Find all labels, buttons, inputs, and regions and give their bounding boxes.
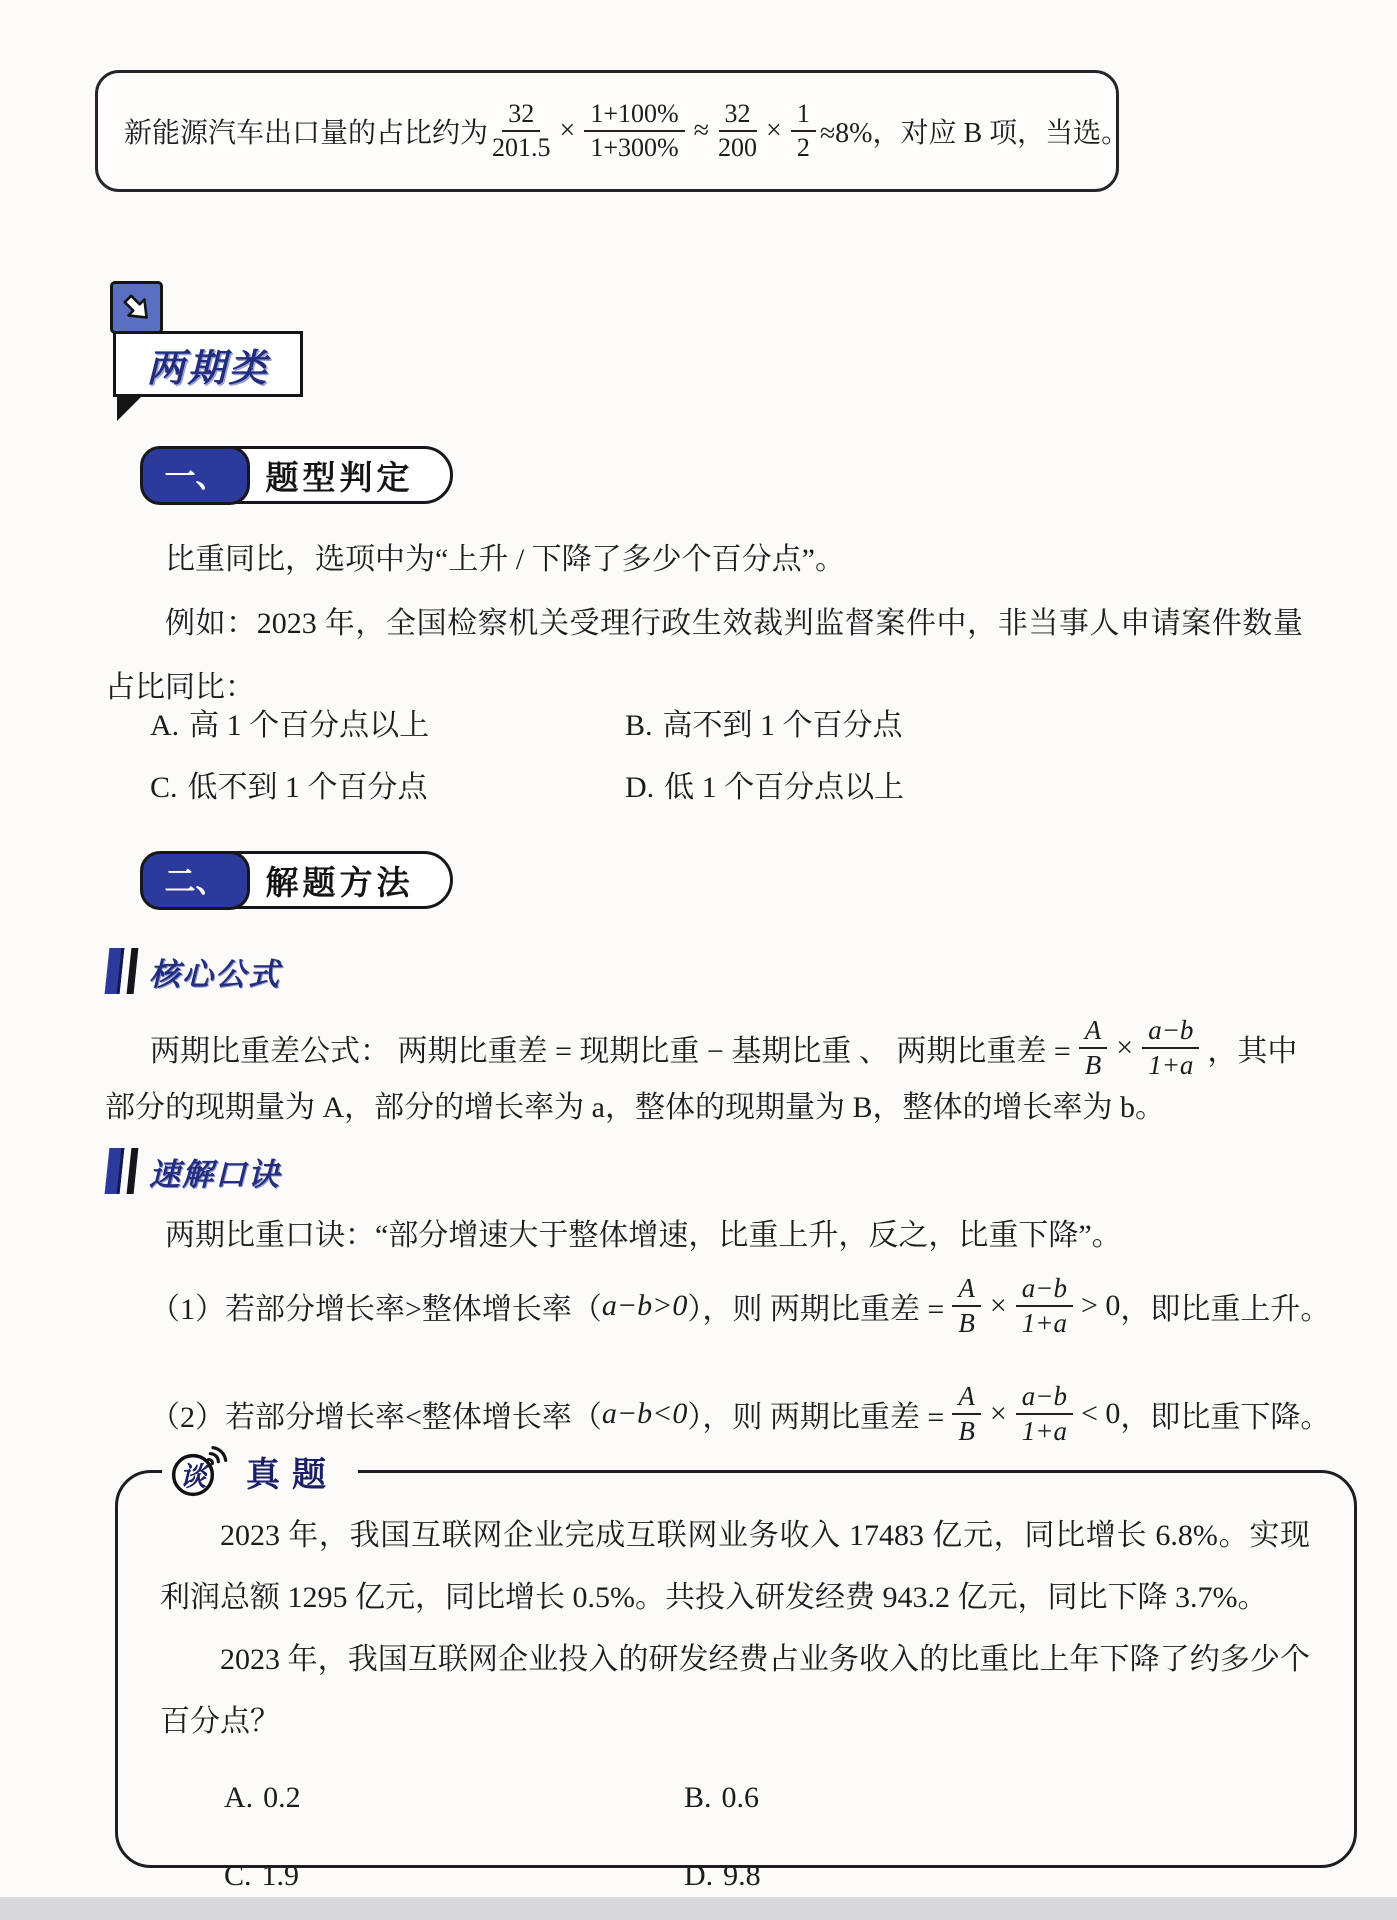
solution-prefix: 新能源汽车出口量的占比约为: [124, 118, 489, 149]
mnemonic-lead: 两期比重口诀：“部分增速大于整体增速，比重上升，反之，比重下降”。: [165, 1219, 1122, 1252]
ratio-difference-fraction: $\frac{A}{B}$ × $\frac{a-b}{1+a}$: [948, 1273, 1077, 1339]
fraction-growth: $\frac{1+100\%}{1+300\%}$: [584, 99, 684, 163]
core-formula-heading: 核心公式: [105, 948, 281, 994]
condition-math: a−b>0: [601, 1289, 688, 1322]
option-d: D. 低 1 个百分点以上: [625, 771, 905, 804]
option-a: A. 高 1 个百分点以上: [150, 709, 430, 742]
arrow-down-right-icon: [119, 290, 155, 326]
double-bar-icon: [105, 1148, 137, 1194]
solution-suffix: ≈8%，对应 B 项，当选。: [819, 118, 1130, 149]
exam-question-box: [115, 1470, 1357, 1892]
condition-math: a−b<0: [601, 1397, 688, 1430]
multiply-sign: ×: [559, 115, 576, 146]
svg-text:谈: 谈: [179, 1461, 207, 1492]
exam-title: 真题: [246, 1455, 338, 1494]
fraction-1-2: $\frac{1}{2}$: [791, 99, 816, 163]
talk-broadcast-icon: [170, 1443, 232, 1499]
core-formula-lead: 两期比重差公式： 两期比重差 = 现期比重 − 基期比重 、 两期比重差 =: [150, 1035, 1071, 1068]
mnemonic-heading: 速解口诀: [105, 1148, 281, 1194]
mnemonic-case-2: （2）若部分增长率<整体增长率（ a−b<0 ），则 两期比重差 = $\frac{A}{B}$ × $\frac{a-b}{1+a}$ < 0 ，即比重下降。: [150, 1380, 1331, 1446]
fraction-32-200: $\frac{32}{200}$: [718, 99, 758, 162]
section2-number-chip: 二、: [140, 851, 250, 910]
example-options: [150, 700, 1210, 806]
core-formula-tail: ，其中: [1207, 1035, 1298, 1068]
ratio-difference-fraction: $\frac{A}{B}$ × $\frac{a-b}{1+a}$: [948, 1381, 1077, 1447]
section1-paragraph-2: 例如：2023 年，全国检察机关受理行政生效裁判监督案件中，非当事人申请案件数量占比同比：: [105, 607, 1303, 704]
option-d: D. 9.8: [684, 1859, 761, 1892]
option-b: B. 高不到 1 个百分点: [625, 709, 903, 742]
ratio-difference-fraction: $\frac{A}{B}$ × $\frac{a-b}{1+a}$: [1075, 1015, 1204, 1081]
option-c: C. 低不到 1 个百分点: [150, 771, 428, 804]
multiply-sign: ×: [766, 115, 782, 146]
double-bar-icon: [105, 948, 137, 994]
section1-title: 题型判定: [265, 458, 414, 496]
chapter-title-box: [113, 331, 303, 397]
option-c: C. 1.9: [224, 1859, 300, 1892]
section2-title: 解题方法: [265, 863, 414, 901]
section2-heading-pill: [140, 851, 453, 909]
section1-heading-pill: [140, 446, 453, 504]
solution-note-box: [95, 70, 1130, 192]
exam-paragraph-1: 2023 年，我国互联网企业完成互联网业务收入 17483 亿元，同比增长 6.8%。实现利润总额 1295 亿元，同比增长 0.5%。共投入研发经费 943.2 亿元，同比下降 3.7%。: [160, 1519, 1310, 1614]
chapter-badge-square: [110, 281, 163, 334]
page-edge-strip: [0, 1897, 1397, 1920]
mnemonic-case-1: （1）若部分增长率>整体增长率（ a−b>0 ），则 两期比重差 = $\frac{A}{B}$ × $\frac{a-b}{1+a}$ > 0 ，即比重上升。: [150, 1272, 1331, 1338]
section1-paragraph-1: 比重同比，选项中为“上升 / 下降了多少个百分点”。: [165, 543, 845, 576]
option-b: B. 0.6: [684, 1781, 760, 1814]
section1-number-chip: 一、: [140, 446, 250, 505]
approx-sign: ≈: [693, 115, 710, 146]
exam-label: [162, 1440, 358, 1502]
exam-paragraph-2: 2023 年，我国互联网企业投入的研发经费占业务收入的比重比上年下降了约多少个百分点？: [160, 1643, 1310, 1738]
core-formula-line2: 部分的现期量为 A，部分的增长率为 a，整体的现期量为 B，整体的增长率为 b。: [105, 1091, 1165, 1124]
chapter-title: 两期类: [146, 347, 270, 390]
option-a: A. 0.2: [224, 1781, 301, 1814]
fraction-32-201.5: $\frac{32}{201.5}$: [492, 99, 551, 162]
chapter-box-tail: [117, 397, 141, 421]
exam-options: [224, 1767, 1310, 1907]
